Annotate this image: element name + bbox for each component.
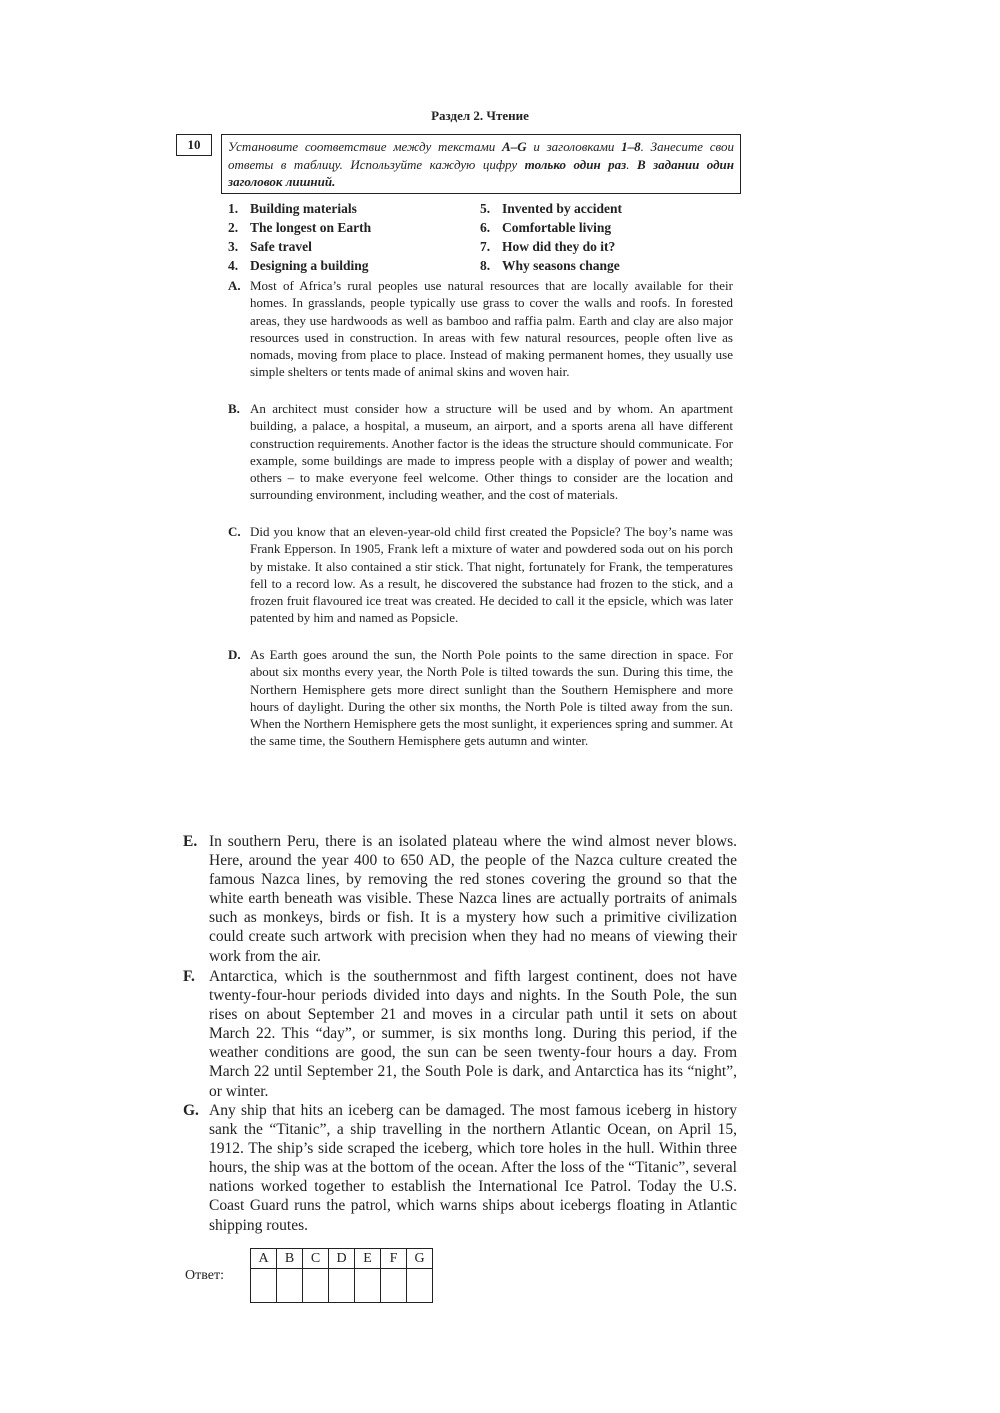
- answer-column-header: D: [329, 1249, 355, 1269]
- answer-cell[interactable]: [303, 1269, 329, 1303]
- text-letter: F.: [183, 968, 195, 985]
- heading-item: [228, 199, 357, 218]
- heading-number: 6.: [480, 220, 491, 235]
- answer-column-header: F: [381, 1249, 407, 1269]
- answer-column-header: E: [355, 1249, 381, 1269]
- instruction-text: и заголовками: [526, 139, 622, 154]
- answer-label: Ответ:: [185, 1268, 224, 1283]
- answer-column-header: B: [277, 1249, 303, 1269]
- text-letter: B.: [228, 401, 240, 416]
- heading-text: Invented by accident: [502, 201, 623, 216]
- heading-number: 4.: [228, 258, 239, 273]
- instruction-emphasis: только один раз: [524, 156, 627, 172]
- text-body: As Earth goes around the sun, the North Pole points to the same direction in space. For about six months every year, the North Pole is tilted towards the sun. During this time, the Northern Hemisphere gets more direct sunlight than the Southern Hemisphere and more hours of daylight. During the other six months, the North Pole is tilted away from the sun. When the Northern Hemisphere gets the most sunlight, it experiences spring and summer. At the same time, the Southern Hemisphere gets autumn and winter.: [250, 647, 733, 749]
- answer-input-row: [251, 1269, 433, 1303]
- text-letter: A.: [228, 278, 241, 293]
- text-c: [228, 523, 733, 627]
- text-body: In southern Peru, there is an isolated plateau where the wind almost never blows. Here, around the year 400 to 650 AD, the people of the Nazca culture created the famous Nazca lines, by removing the red stones covering the ground so that the white earth beneath was visible. These Nazca lines are actually portraits of animals such as monkeys, birds or fish. It is a mystery how such a primitive civilization could create such artwork with precision when they had no means of viewing their work from the air.: [209, 833, 737, 965]
- text-letter: C.: [228, 524, 241, 539]
- text-a: [228, 277, 733, 381]
- text-b: [228, 400, 733, 504]
- answer-cell[interactable]: [277, 1269, 303, 1303]
- heading-item: [228, 256, 369, 275]
- heading-item: [228, 218, 371, 237]
- heading-text: How did they do it?: [502, 239, 616, 254]
- text-body: Antarctica, which is the southernmost and fifth largest continent, does not have twenty-four-hour periods divided into days and nights. In the South Pole, the sun rises on about September 21 and moves in a circular path until it sets on about March 22. This “day”, or summer, is six months long. During this period, if the weather conditions are good, the sun can be seen twenty-four hours a day. From March 22 until September 21, the South Pole is dark, and Antarctica has its “night”, or winter.: [209, 968, 737, 1100]
- heading-text: Comfortable living: [502, 220, 612, 235]
- instruction-text: Установите соответствие между текстами: [228, 139, 503, 154]
- heading-text: Safe travel: [250, 239, 312, 254]
- text-letter: E.: [183, 833, 198, 850]
- instruction-digits: 1–8: [621, 139, 641, 154]
- task-instruction: [221, 134, 741, 194]
- heading-item: [480, 256, 620, 275]
- answer-cell[interactable]: [381, 1269, 407, 1303]
- heading-number: 2.: [228, 220, 239, 235]
- heading-item: [480, 199, 622, 218]
- answer-column-header: C: [303, 1249, 329, 1269]
- text-letter: G.: [183, 1102, 199, 1119]
- text-e: [183, 832, 737, 966]
- heading-item: [228, 237, 312, 256]
- answer-cell[interactable]: [355, 1269, 381, 1303]
- heading-number: 5.: [480, 201, 491, 216]
- heading-number: 1.: [228, 201, 239, 216]
- answer-column-header: G: [407, 1249, 433, 1269]
- section-title: Раздел 2. Чтение: [431, 108, 529, 123]
- answer-header-row: [251, 1249, 433, 1269]
- text-body: An architect must consider how a structure will be used and by whom. An apartment building, a palace, a hospital, a museum, an airport, and a sports arena all have different construction requirements. Another factor is the ideas the structure should communicate. For example, some buildings are made to impress people with a display of power and wealth; others – to make everyone feel welcome. Other things to consider are the location and surrounding environment, including weather, and the cost of materials.: [250, 401, 733, 503]
- text-body: Most of Africa’s rural peoples use natural resources that are locally available for their homes. In grasslands, people typically use grass to cover the walls and roofs. In forested areas, they use hardwoods as well as bamboo and raffia palm. Earth and clay are also major resources used in construction. In areas with few natural resources, people often live as nomads, moving from place to place. Instead of making permanent homes, they usually use simple shelters or tents made of animal skins and woven hair.: [250, 278, 733, 380]
- heading-item: [480, 218, 611, 237]
- text-letter: D.: [228, 647, 241, 662]
- answer-column-header: A: [251, 1249, 277, 1269]
- heading-text: Building materials: [250, 201, 357, 216]
- task-number: 10: [176, 134, 212, 156]
- answer-cell[interactable]: [407, 1269, 433, 1303]
- instruction-emphasis: В задании один заголовок лишний.: [228, 156, 734, 189]
- answer-cell[interactable]: [251, 1269, 277, 1303]
- instruction-text: . Занесите свои ответы в таблицу. Используйте каждую цифру: [228, 139, 735, 172]
- instruction-text: .: [626, 156, 637, 172]
- text-g: [183, 1101, 737, 1235]
- heading-text: The longest on Earth: [250, 220, 372, 235]
- heading-number: 3.: [228, 239, 239, 254]
- heading-text: Designing a building: [250, 258, 369, 273]
- text-f: [183, 967, 737, 1101]
- text-body: Did you know that an eleven-year-old child first created the Popsicle? The boy’s name was Frank Epperson. In 1905, Frank left a mixture of water and powdered soda out on his porch by mistake. It also contained a stir stick. That night, fortunately for Frank, the temperatures fell to a record low. As a result, he discovered the substance had frozen to the stick, and a frozen fruit flavoured ice treat was created. He decided to call it the epsicle, which was later patented by him and named as Popsicle.: [250, 524, 733, 626]
- heading-text: Why seasons change: [502, 258, 620, 273]
- heading-number: 8.: [480, 258, 491, 273]
- instruction-letters: A–G: [502, 139, 527, 154]
- text-d: [228, 646, 733, 750]
- heading-item: [480, 237, 615, 256]
- text-body: Any ship that hits an iceberg can be damaged. The most famous iceberg in history sank the “Titanic”, a ship travelling in the northern Atlantic Ocean, on April 15, 1912. The ship’s side scraped the iceberg, which tore holes in the hull. Within three hours, the ship was at the bottom of the ocean. After the loss of the “Titanic”, several nations worked together to establish the International Ice Patrol. Today the U.S. Coast Guard runs the patrol, which warns ships about icebergs floating in Atlantic shipping routes.: [209, 1102, 737, 1234]
- answer-cell[interactable]: [329, 1269, 355, 1303]
- answer-table: [250, 1248, 433, 1303]
- heading-number: 7.: [480, 239, 491, 254]
